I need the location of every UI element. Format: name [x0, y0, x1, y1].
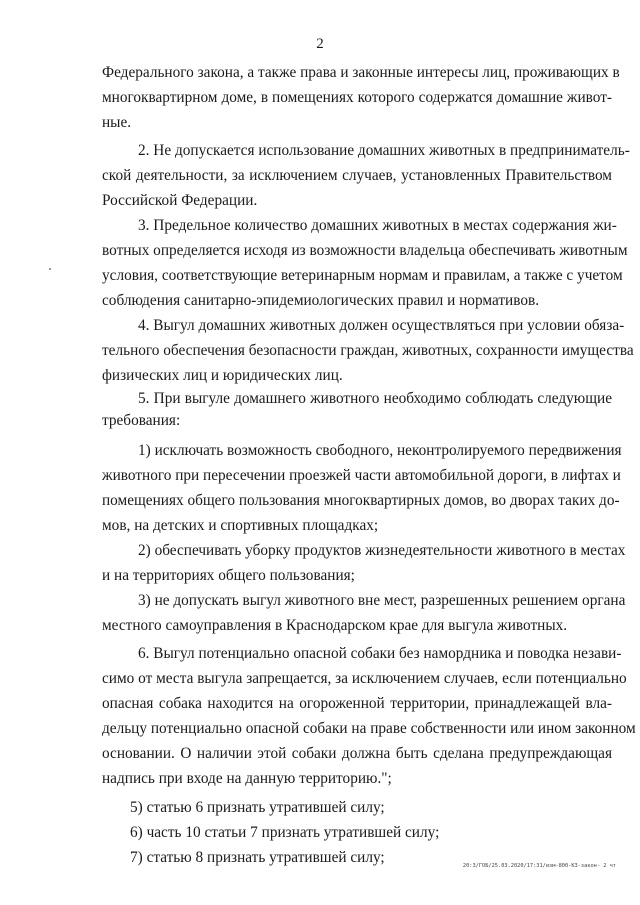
text-line: опасная собака находится на огороженной территории, принадлежащей вла- — [102, 695, 612, 712]
text-line: физических лиц и юридических лиц. — [102, 367, 343, 384]
text-line: животного при пересечении проезжей части автомобильной дороги, в лифтах и — [102, 467, 621, 484]
list-item-start: 2) обеспечивать уборку продуктов жизнедеятельности животного в местах — [138, 542, 626, 559]
text-line: требования: — [102, 412, 181, 429]
text-line: вотных определяется исходя из возможности владельца обеспечивать животным — [102, 242, 628, 259]
text-line: Федерального закона, а также права и законные интересы лиц, проживающих в — [102, 64, 620, 81]
text-line: условия, соответствующие ветеринарным нормам и правилам, а также с учетом — [102, 267, 623, 284]
amendment-item: 5) статью 6 признать утратившей силу; — [130, 799, 385, 816]
paragraph-start: 2. Не допускается использование домашних животных в предприниматель- — [138, 142, 630, 159]
list-item-start: 3) не допускать выгул животного вне мест, разрешенных решением органа — [138, 592, 626, 609]
text-line: надпись при входе на данную территорию."; — [102, 770, 392, 787]
text-line: многоквартирном доме, в помещениях которого содержатся домашние живот- — [102, 89, 612, 106]
text-line: мов, на детских и спортивных площадках; — [102, 517, 379, 534]
text-line: основании. О наличии этой собаки должна быть сделана предупреждающая — [102, 745, 612, 762]
text-line: помещениях общего пользования многоквартирных домов, во дворах таких до- — [102, 492, 620, 509]
page-number: 2 — [316, 36, 324, 52]
amendment-item: 7) статью 8 признать утратившей силу; — [130, 849, 385, 866]
text-line: Российской Федерации. — [102, 192, 258, 209]
text-line: ской деятельности, за исключением случаев, установленных Правительством — [102, 167, 612, 184]
text-line: симо от места выгула запрещается, за исключением случаев, если потенциально — [102, 670, 627, 687]
text-line: тельного обеспечения безопасности граждан, животных, сохранности имущества — [102, 342, 634, 359]
paragraph-start: 5. При выгуле домашнего животного необходимо соблюдать следующие — [138, 390, 612, 407]
amendment-item: 6) часть 10 статьи 7 признать утратившей силу; — [130, 824, 440, 841]
text-line: и на территориях общего пользования; — [102, 567, 355, 584]
text-line: местного самоуправления в Краснодарском крае для выгула животных. — [102, 617, 568, 634]
text-line: соблюдения санитарно-эпидемиологических правил и нормативов. — [102, 292, 540, 309]
scan-speck — [49, 268, 51, 270]
paragraph-start: 3. Предельное количество домашних животных в местах содержания жи- — [138, 217, 617, 234]
paragraph-start: 6. Выгул потенциально опасной собаки без намордника и поводка незави- — [138, 645, 622, 662]
text-line: ные. — [102, 114, 132, 131]
paragraph-start: 4. Выгул домашних животных должен осуществляться при условии обяза- — [138, 317, 625, 334]
footer-stamp: 20:3/ГОБ/25.03.2020/17:31/изм-800-КЗ-закон- 2 чт — [462, 863, 616, 869]
text-line: дельцу потенциально опасной собаки на праве собственности или ином законном — [102, 720, 636, 737]
list-item-start: 1) исключать возможность свободного, неконтролируемого передвижения — [138, 442, 622, 459]
